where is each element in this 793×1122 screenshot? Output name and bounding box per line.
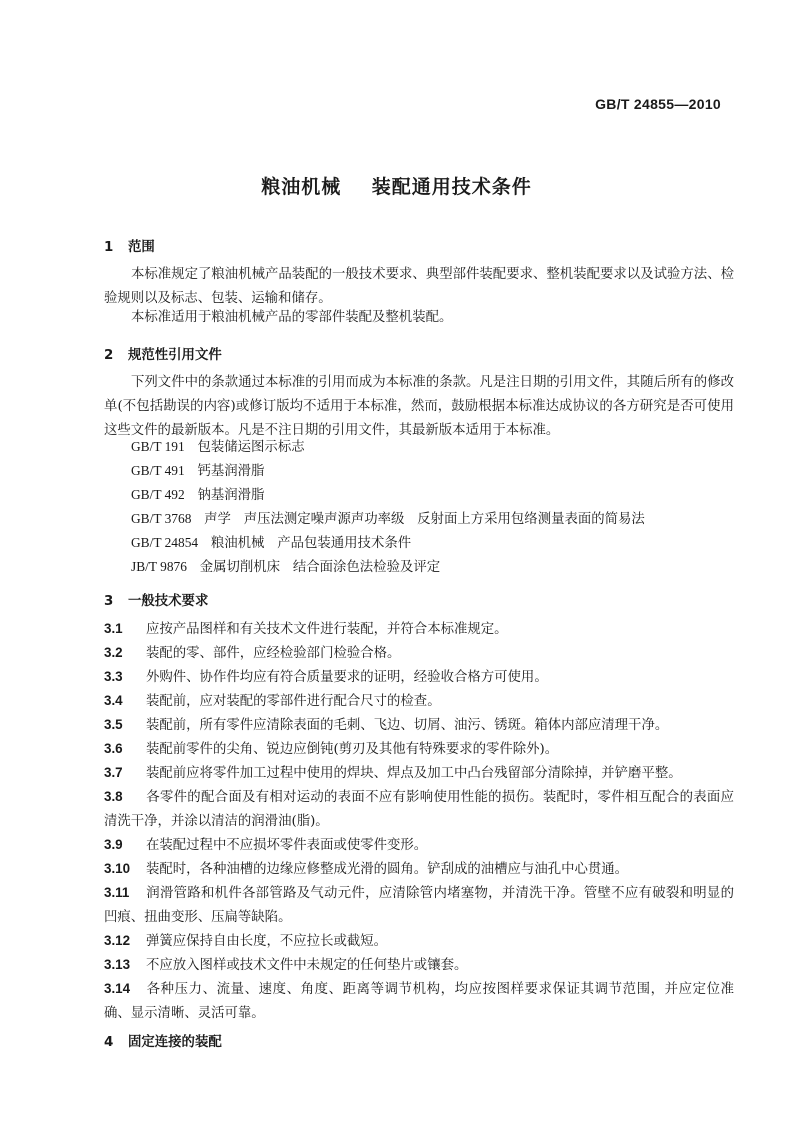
clause-item <box>104 881 734 930</box>
reference-title: 钙基润滑脂 <box>197 464 265 479</box>
clause-text: 装配前应将零件加工过程中使用的焊块、焊点及加工中凸台残留部分清除掉，并铲磨平整。 <box>146 766 682 781</box>
clause-text: 装配时，各种油槽的边缘应修整成光滑的圆角。铲刮成的油槽应与油孔中心贯通。 <box>146 862 629 877</box>
clause-number: 3.8 <box>104 789 123 804</box>
reference-code: GB/T 3768 <box>131 511 192 526</box>
section-number: 3 <box>104 594 114 609</box>
section-title: 固定连接的装配 <box>128 1035 222 1050</box>
clause-text: 外购件、协作件均应有符合质量要求的证明，经验收合格方可使用。 <box>146 670 548 685</box>
clause-text: 在装配过程中不应损坏零件表面或使零件变形。 <box>146 838 428 853</box>
reference-item <box>131 556 440 575</box>
clause-text: 装配的零、部件，应经检验部门检验合格。 <box>146 646 401 661</box>
clause-number: 3.13 <box>104 957 131 972</box>
reference-code: GB/T 491 <box>131 463 185 478</box>
clause-number: 3.12 <box>104 933 131 948</box>
clause-text: 各零件的配合面及有相对运动的表面不应有影响使用性能的损伤。装配时，零件相互配合的表面应清洗干净，并涂以清洁的润滑油(脂)。 <box>104 790 734 829</box>
section-1-paragraph-1: 本标准规定了粮油机械产品装配的一般技术要求、典型部件装配要求、整机装配要求以及试验方法、检验规则以及标志、包装、运输和储存。 <box>104 267 734 306</box>
section-number: 2 <box>104 348 114 363</box>
reference-title: 金属切削机床 结合面涂色法检验及评定 <box>199 560 441 575</box>
clause-item <box>104 761 734 786</box>
clause-number: 3.3 <box>104 669 123 684</box>
clause-item <box>104 737 734 762</box>
clause-number: 3.1 <box>104 621 123 636</box>
clause-number: 3.2 <box>104 645 123 660</box>
clause-number: 3.6 <box>104 741 123 756</box>
clause-number: 3.9 <box>104 837 123 852</box>
clause-number: 3.10 <box>104 861 131 876</box>
reference-title: 粮油机械 产品包装通用技术条件 <box>210 536 412 551</box>
clause-text: 应按产品图样和有关技术文件进行装配，并符合本标准规定。 <box>146 622 508 637</box>
clause-number: 3.4 <box>104 693 123 708</box>
section-title: 规范性引用文件 <box>128 348 222 363</box>
document-title: 粮油机械 装配通用技术条件 <box>261 176 532 198</box>
clause-item <box>104 857 734 882</box>
reference-code: GB/T 492 <box>131 487 185 502</box>
section-2-heading <box>104 344 222 363</box>
reference-item <box>131 460 264 479</box>
clause-text: 装配前，所有零件应清除表面的毛刺、飞边、切屑、油污、锈斑。箱体内部应清理干净。 <box>146 718 669 733</box>
clause-text: 弹簧应保持自由长度，不应拉长或截短。 <box>146 934 388 949</box>
clause-item <box>104 785 734 834</box>
clause-text: 各种压力、流量、速度、角度、距离等调节机构，均应按图样要求保证其调节范围，并应定位准确、显示清晰、灵活可靠。 <box>104 982 734 1021</box>
reference-item <box>131 436 305 455</box>
section-number: 4 <box>104 1035 114 1050</box>
section-1-paragraph-2: 本标准适用于粮油机械产品的零部件装配及整机装配。 <box>131 310 453 325</box>
clause-text: 装配前，应对装配的零部件进行配合尺寸的检查。 <box>146 694 441 709</box>
standard-number: GB/T 24855—2010 <box>595 96 721 112</box>
clause-item <box>104 833 734 858</box>
clause-text: 不应放入图样或技术文件中未规定的任何垫片或镶套。 <box>146 958 468 973</box>
clause-number: 3.14 <box>104 981 131 996</box>
reference-title: 声学 声压法测定噪声源声功率级 反射面上方采用包络测量表面的简易法 <box>204 512 645 527</box>
clause-item <box>104 689 734 714</box>
section-4-heading <box>104 1031 222 1050</box>
clause-item <box>104 953 734 978</box>
clause-item <box>104 977 734 1026</box>
section-title: 一般技术要求 <box>128 594 209 609</box>
reference-code: JB/T 9876 <box>131 559 187 574</box>
section-number: 1 <box>104 240 114 255</box>
reference-item <box>131 532 411 551</box>
clause-item <box>104 713 734 738</box>
reference-title: 钠基润滑脂 <box>197 488 265 503</box>
clause-text: 润滑管路和机件各部管路及气动元件，应清除管内堵塞物，并清洗干净。管壁不应有破裂和明显的凹痕、扭曲变形、压扁等缺陷。 <box>104 886 734 925</box>
clause-item <box>104 665 734 690</box>
section-2-intro: 下列文件中的条款通过本标准的引用而成为本标准的条款。凡是注日期的引用文件，其随后所有的修改单(不包括勘误的内容)或修订版均不适用于本标准，然而，鼓励根据本标准达成协议的各方研究是否可使用这些文件的最新版本。凡是不注日期的引用文件，其最新版本适用于本标准。 <box>104 375 734 438</box>
clause-item <box>104 641 734 666</box>
section-1-heading <box>104 236 155 255</box>
clause-item <box>104 929 734 954</box>
reference-title: 包装储运图示标志 <box>197 440 305 455</box>
clause-number: 3.5 <box>104 717 123 732</box>
section-title: 范围 <box>128 240 155 255</box>
clause-text: 装配前零件的尖角、锐边应倒钝(剪刃及其他有特殊要求的零件除外)。 <box>146 742 559 757</box>
clause-item <box>104 617 734 642</box>
clause-number: 3.11 <box>104 885 130 900</box>
reference-code: GB/T 191 <box>131 439 185 454</box>
reference-item <box>131 484 264 503</box>
clause-number: 3.7 <box>104 765 123 780</box>
section-3-heading <box>104 590 208 609</box>
reference-code: GB/T 24854 <box>131 535 199 550</box>
reference-item <box>131 508 645 527</box>
